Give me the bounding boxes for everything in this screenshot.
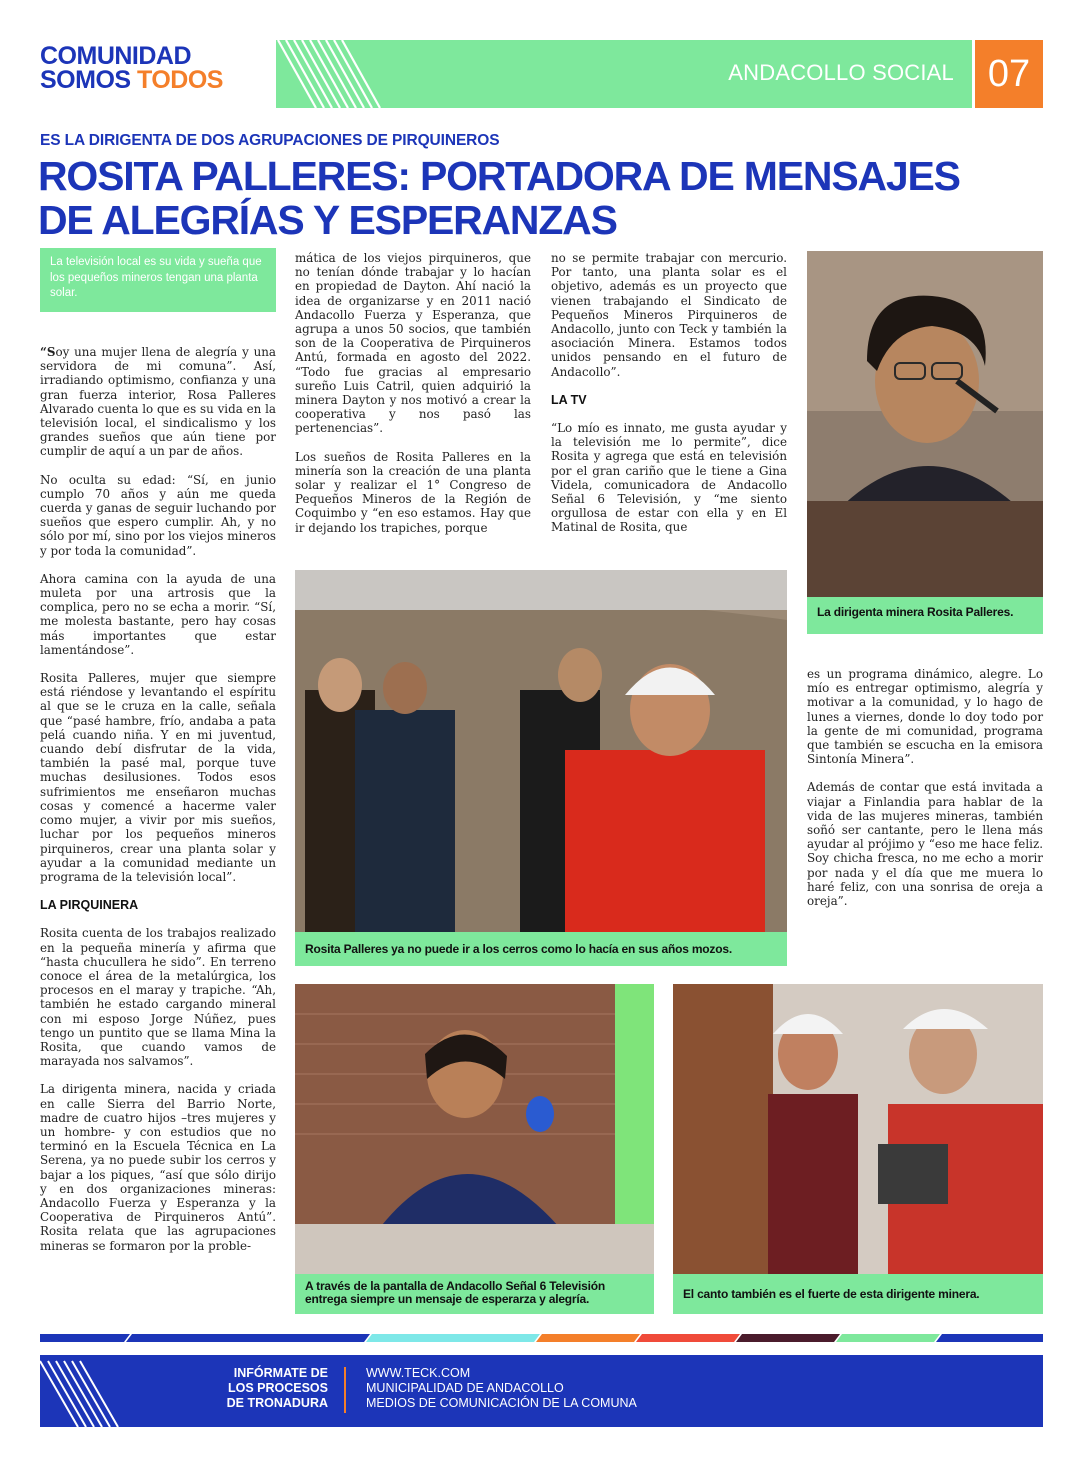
group-photo-illustration [295,570,787,932]
section-header-bar [276,40,972,108]
footer-info-line: DE TRONADURA [226,1396,328,1410]
paragraph: Los sueños de Rosita Palleres en la minería son la creación de una planta solar y realizar el 1° Congreso de Pequeños Mineros de la Región de Coquimbo y “en eso estamos. Hay que ir dejando los trapiches, porque [295,449,531,535]
paragraph: es un programa dinámico, alegre. Lo mío es entregar optimismo, alegría y motivar a la comunidad, y lo hago de lunes a viernes, donde lo doy todo por la gente de mi comunidad, programa que también se escucha en la emisora Sintonía Minera”. [807,667,1043,767]
article-column-2 [295,251,531,549]
paragraph: Rosita cuenta de los trabajos realizado en la pequeña minería y afirma que “hasta chucullera he sido”. En terreno conoce el área de la metalúrgica, los procesos en el maray y trapiche. “Ah, también he estado cargando mineral con mi esposo Jorge Núñez, pues tengo un puntito que se llama Mina la Rosita, que cuando vamos de marayada nos salvamos”. [40,926,276,1069]
footer-info-heading [190,1366,328,1411]
singing-photo [673,984,1043,1274]
brand-word-todos: TODOS [137,66,223,94]
paragraph-text: oy una mujer llena de alegría y una servidora de mi comuna”. Así, irradiando optimismo, confianza y una gran fuerza interior, Rosa Palleres Alvarado cuenta lo que es su vida en la televisión local, el sindicalismo y los grandes sueños que aún tiene por cumplir de aquí a un par de años. [40,345,276,459]
footer-stripes-decoration [40,1355,150,1427]
brand-line-1: COMUNIDAD [40,42,192,70]
footer-bar [40,1355,1043,1427]
headline-line-1: ROSITA PALLERES: PORTADORA DE MENSAJES [38,153,960,199]
group-photo-caption: Rosita Palleres ya no puede ir a los cerros como lo hacía en sus años mozos. [295,932,787,966]
tv-studio-photo-illustration [295,984,654,1274]
brand-line-2 [40,68,223,92]
footer-info-line: LOS PROCESOS [227,1381,328,1395]
group-photo [295,570,787,932]
tv-studio-photo [295,984,654,1274]
paragraph: “Lo mío es innato, me gusta ayudar y la televisión me lo permite”, dice Rosita y agrega que está en televisión por el gran cariño que le tiene a Gina Videla, comunicadora de Andacollo Señal 6 Televisión, y “me siento orgullosa de estar con ella y en El Matinal de Rosita, que [551,421,787,535]
article-column-1 [40,345,276,1267]
paragraph: La dirigenta minera, nacida y criada en calle Sierra del Barrio Norte, madre de cuatro hijos –tres mujeres y un hombre- y con estudios que no terminó en la Escuela Técnica en La Serena, ya no puede subir los cerros y bajar a los piques, “así que sólo dirijo y en dos organizaciones mineras: Andacollo Fuerza y Esperanza y la Cooperativa de Pirquineros Antú”. Rosita relata que las agrupaciones mineras se formaron por la proble- [40,1082,276,1253]
singing-photo-caption: El canto también es el fuerte de esta dirigente minera. [673,1274,1043,1314]
footer-divider [344,1367,346,1413]
footer-links [366,1366,637,1411]
article-column-4 [807,667,1043,922]
article-lead-box: La televisión local es su vida y sueña que los pequeños mineros tengan una planta solar. [40,248,276,312]
article-headline [38,154,1038,242]
article-column-3 [551,251,787,549]
section-title: ANDACOLLO SOCIAL [728,60,954,85]
paragraph [40,345,276,459]
singing-photo-illustration [673,984,1043,1274]
paragraph: Ahora camina con la ayuda de una muleta por una artrosis que la complica, pero no se echa a morir. “Sí, me molesta bastante, pero hay cosas más importantes que estar lamentándose”. [40,571,276,657]
footer-link-medios: MEDIOS DE COMUNICACIÓN DE LA COMUNA [366,1396,637,1410]
paragraph: mática de los viejos pirquineros, que no tenían dónde trabajar y lo hacían en propiedad de Dayton. Ahí nació la idea de organizarse y en 2011 nació Andacollo Fuerza y Esperanza, que agrupa a unos 50 socios, que también son de la Cooperativa de Pirquineros Antú, formada en agosto del 2022. “Todo fue gracias al empresario sureño Luis Catril, quien adquirió la minera Dayton y nos motivó a crear la cooperativa y nos pasó las pertenencias”. [295,251,531,436]
drop-initial: “S [40,345,56,359]
tv-photo-caption: A través de la pantalla de Andacollo Señal 6 Televisión entrega siempre un mensaje de esperarza y alegría. [295,1274,654,1314]
article-kicker: ES LA DIRIGENTA DE DOS AGRUPACIONES DE PIRQUINEROS [40,132,500,149]
paragraph: No oculta su edad: “Sí, en junio cumplo 70 años y aún me queda cuerda y ganas de seguir luchando por sueños que espero cumplir. Ah, y no sólo por mí, sino por los viejos mineros y por toda la comunidad”. [40,472,276,558]
paragraph: no se permite trabajar con mercurio. Por tanto, una planta solar es el objetivo, además es un proyecto que vienen trabajando el Sindicato de Pequeños Mineros Pirquineros de Andacollo, junto con Teck y también la asociación Minera. Estamos todos unidos pensando en el futuro de Andacollo”. [551,251,787,379]
portrait-photo-illustration [807,251,1043,597]
footer-color-strip [40,1334,1043,1342]
headline-line-2: DE ALEGRÍAS Y ESPERANZAS [38,197,617,243]
portrait-caption: La dirigenta minera Rosita Palleres. [807,597,1043,634]
paragraph: Rosita Palleres, mujer que siempre está riéndose y levantando el espíritu al que se le cruza en la calle, señala que “pasé hambre, frío, andaba a pata pelá cuando niña. Y en mi juventud, cuando debí disfrutar de la vida, también la pasé mal, porque tuve muchas desilusiones. Todos esos sufrimientos me enseñaron muchas cosas y comencé a hacerme valer como mujer, a vivir por mis sueños, luchar por los pequeños mineros pirquineros, crear una planta solar y ayudar a la comunidad mediante un programa de la televisión local”. [40,671,276,884]
header-stripes-decoration [276,40,416,108]
portrait-photo [807,251,1043,597]
subheading-la-tv: LA TV [551,392,587,407]
footer-link-municipalidad: MUNICIPALIDAD DE ANDACOLLO [366,1381,564,1395]
brand-word-somos: SOMOS [40,66,131,94]
paragraph: Además de contar que está invitada a viajar a Finlandia para hablar de la vida de las mujeres mineras, también soñó ser cantante, pero le llena más ayudar al prójimo y “eso me hace feliz. Soy chicha fresca, no me echo a morir por nada y el día que me muera lo haré feliz, con una sonrisa de oreja a oreja”. [807,780,1043,909]
footer-info-line: INFÓRMATE DE [233,1366,328,1380]
page-number: 07 [975,40,1043,108]
subheading-la-pirquinera: LA PIRQUINERA [40,898,139,913]
footer-link-teck[interactable]: WWW.TECK.COM [366,1366,471,1380]
brand-logo [40,44,223,92]
